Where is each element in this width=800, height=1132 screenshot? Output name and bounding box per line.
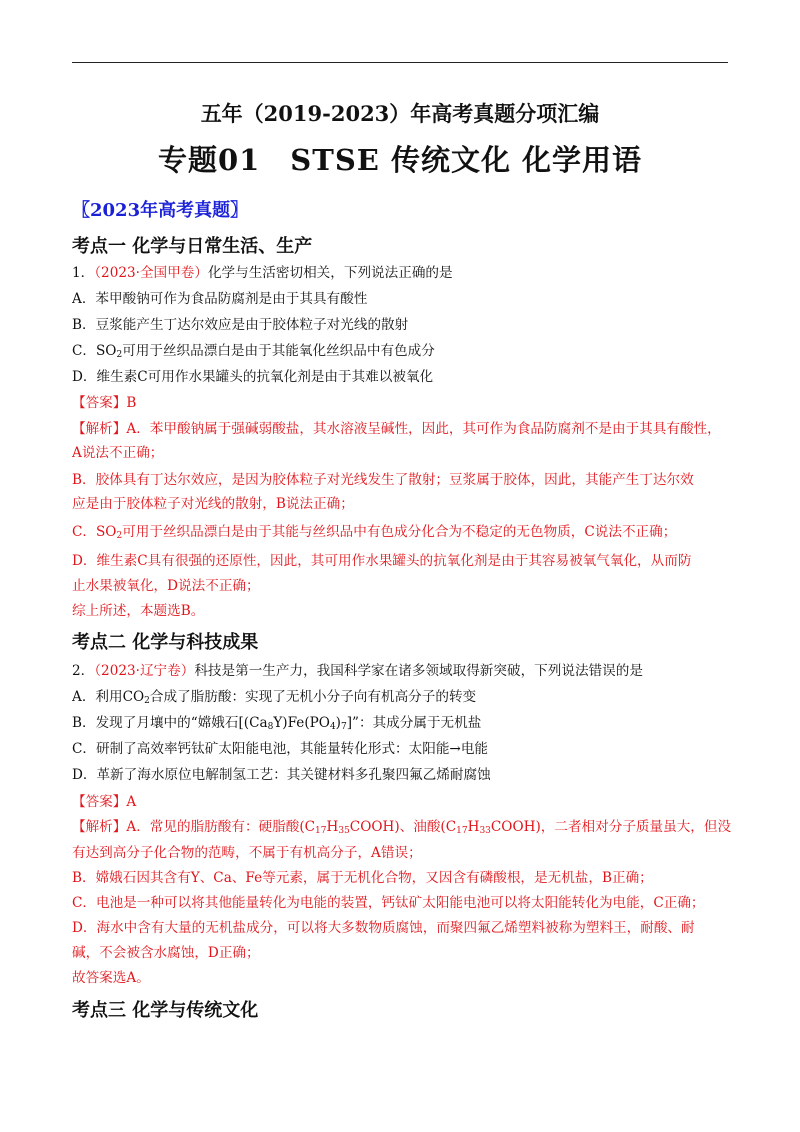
explanation-line: D．海水中含有大量的无机盐成分，可以将大多数物质腐蚀，而聚四氟乙烯塑料被称为塑料王，耐酸、耐 [72,920,695,936]
kaodian3-heading: 考点三 化学与传统文化 [72,1000,259,1021]
top-rule [72,62,728,63]
kaodian2-heading: 考点二 化学与科技成果 [72,632,259,653]
answer: 【答案】A [72,794,137,810]
option-d: D．革新了海水原位电解制氢工艺：其关键材料多孔聚四氟乙烯耐腐蚀 [72,767,491,783]
summary: 综上所述，本题选B。 [72,603,205,619]
kaodian1-heading: 考点一 化学与日常生活、生产 [72,236,313,257]
question-number: 2． [72,663,95,679]
option-c: C．$SO_2$可用于丝织品漂白是由于其能氧化丝织品中有色成分 [72,343,435,360]
option-a: A．苯甲酸钠可作为食品防腐剂是由于其具有酸性 [72,291,368,307]
option-d: D．维生素C可用作水果罐头的抗氧化剂是由于其难以被氧化 [72,369,434,385]
answer: 【答案】B [72,395,137,411]
explanation-line: B．胶体具有丁达尔效应，是因为胶体粒子对光线发生了散射；豆浆属于胶体，因此，其能产生丁达尔效 [72,472,694,488]
option-b: B．发现了月壤中的“嫦娥石$[(Ca_8Y)Fe(PO_4)_7]$”：其成分属于无机盐 [72,715,482,732]
year-section-heading: 〖2023年高考真题〗 [72,200,249,221]
page-subtitle: 专题01 STSE 传统文化 化学用语 [157,143,643,177]
question-text: 科技是第一生产力，我国科学家在诸多领域取得新突破，下列说法错误的是 [194,663,643,679]
question-1-stem [72,264,734,282]
explanation-line: 应是由于胶体粒子对光线的散射，B说法正确； [72,496,354,512]
explanation-line: 止水果被氧化，D说法不正确； [72,578,260,594]
explanation-line: A说法不正确； [72,445,164,461]
explanation-line: D．维生素C具有很强的还原性，因此，其可用作水果罐头的抗氧化剂是由于其容易被氧气氧化，从而防 [72,553,692,569]
question-source: （2023·辽宁卷） [94,663,195,679]
page-title: 五年（2019-2023）年高考真题分项汇编 [200,101,600,126]
question-text: 化学与生活密切相关，下列说法正确的是 [207,265,453,281]
question-number: 1． [72,265,95,281]
explanation-line: C．电池是一种可以将其他能量转化为电能的装置，钙钛矿太阳能电池可以将太阳能转化为电能，C正确； [72,895,705,911]
question-2-stem [72,662,734,680]
explanation-line: 碱，不会被含水腐蚀，D正确； [72,945,260,961]
option-b: B．豆浆能产生丁达尔效应是由于胶体粒子对光线的散射 [72,317,409,333]
question-source: （2023·全国甲卷） [94,265,208,281]
explanation-line: C．$SO_2$可用于丝织品漂白是由于其能与丝织品中有色成分化合为不稳定的无色物质，C说法不正确； [72,524,677,541]
option-c: C．研制了高效率钙钛矿太阳能电池，其能量转化形式：太阳能→电能 [72,741,489,757]
option-a: A．利用$CO_2$合成了脂肪酸：实现了无机小分子向有机高分子的转变 [72,689,477,706]
explanation-line: 【解析】A．常见的脂肪酸有：硬脂酸$(C_{17}H_{35}COOH)$、油酸$(C_{17}H_{33}COOH)$，二者相对分子质量虽大，但没 [72,819,732,836]
explanation-line: 【解析】A．苯甲酸钠属于强碱弱酸盐，其水溶液呈碱性，因此，其可作为食品防腐剂不是由于其具有酸性， [72,421,721,437]
explanation-line: 有达到高分子化合物的范畴，不属于有机高分子，A错误； [72,845,422,861]
summary: 故答案选A。 [72,970,150,986]
explanation-line: B．嫦娥石因其含有Y、Ca、Fe等元素，属于无机化合物，又因含有磷酸根，是无机盐，B正确； [72,870,653,886]
